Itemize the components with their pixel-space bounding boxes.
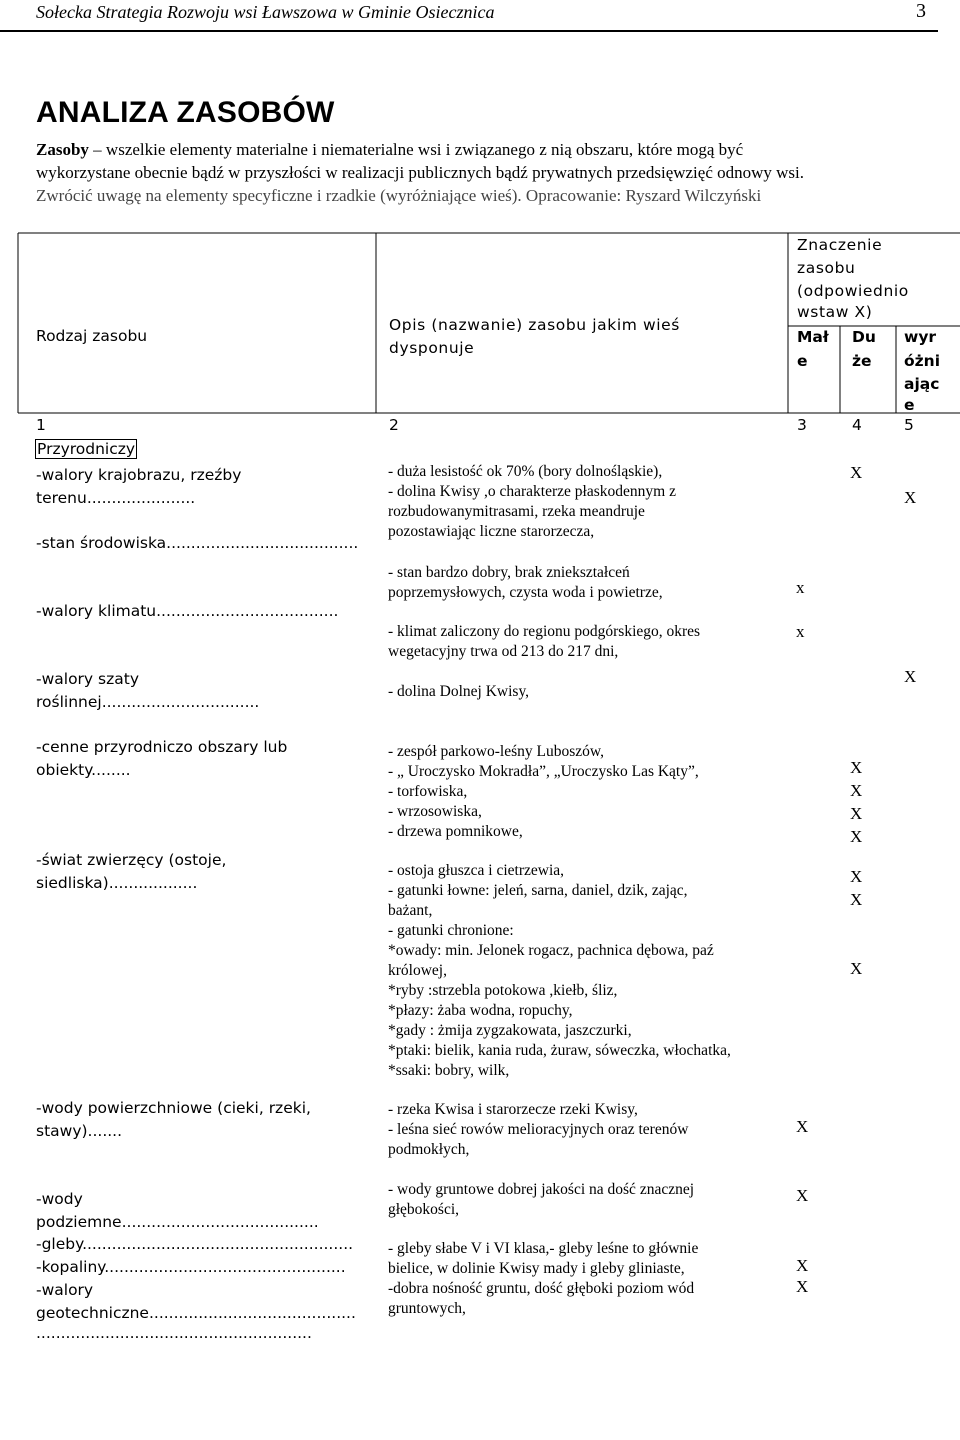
row1-rodzaj	[36, 464, 366, 510]
row9-rodzaj-line5: ........................................................	[36, 1324, 312, 1342]
row8-opis-line1: - wody gruntowe dobrej jakości na dość znacznej	[388, 1181, 695, 1198]
row3-opis	[388, 622, 788, 662]
row4-rodzaj-line2: roślinnej................................	[36, 693, 260, 711]
header-wyr-l4: e	[904, 396, 915, 414]
section-title: ANALIZA ZASOBÓW	[36, 96, 335, 129]
row6-opis-line11: *ssaki: bobry, wilk,	[388, 1062, 510, 1079]
row5-rodzaj-line1: -cenne przyrodniczo obszary lub	[36, 738, 288, 756]
row7-mark-male: X	[796, 1117, 809, 1136]
col-number-2: 2	[389, 416, 399, 434]
row1-opis	[388, 462, 788, 542]
row1-mark-duze: X	[850, 463, 863, 482]
row6-opis-line7: *ryby :strzebla potokowa ,kiełb, śliz,	[388, 982, 618, 999]
intro-line2: wykorzystane obecnie bądź w przyszłości w realizacji publicznych bądź prywatnych przedsięwzięć odnowy wsi.	[36, 163, 805, 182]
row2-rodzaj	[36, 532, 366, 555]
row8-opis-line2: głębokości,	[388, 1201, 460, 1218]
row1-mark-wyr: X	[904, 488, 917, 507]
intro-paragraph	[36, 138, 916, 207]
row9-opis-line2: bielice, w dolinie Kwisy mady i gleby gliniaste,	[388, 1260, 685, 1277]
section-label-przyrodniczy: Przyrodniczy	[37, 440, 136, 458]
row4-rodzaj-line1: -walory szaty	[36, 670, 139, 688]
page-number: 3	[916, 0, 926, 22]
row6-opis-line9: *gady : żmija zygzakowata, jaszczurki,	[388, 1022, 632, 1039]
row9-rodzaj-line4: geotechniczne..........................................	[36, 1304, 356, 1322]
row1-rodzaj-line2: terenu......................	[36, 489, 196, 507]
header-znaczenie-l4: wstaw X)	[797, 303, 873, 321]
row3-rodzaj	[36, 600, 366, 623]
header-duze-l2: że	[852, 352, 872, 370]
row3-rodzaj-line1: -walory klimatu.....................................	[36, 602, 339, 620]
row9-rodzaj-line1: -gleby.......................................................	[36, 1235, 354, 1253]
row6-opis-line2: - gatunki łowne: jeleń, sarna, daniel, dzik, zając,	[388, 882, 688, 899]
row2-opis-line1: - stan bardzo dobry, brak zniekształceń	[388, 564, 630, 581]
row5-opis-line4: - wrzosowiska,	[388, 803, 482, 820]
row6-rodzaj-line1: -świat zwierzęcy (ostoje,	[36, 851, 227, 869]
col-number-4: 4	[852, 416, 862, 434]
header-znaczenie-l3: (odpowiednio	[797, 282, 909, 300]
row4-opis	[388, 682, 788, 702]
row4-rodzaj	[36, 668, 366, 714]
row6-mark-1: X	[850, 867, 863, 886]
row9-opis-line3: -dobra nośność gruntu, dość głęboki poziom wód	[388, 1280, 695, 1297]
row7-opis-line3: podmokłych,	[388, 1141, 470, 1158]
row5-opis-line3: - torfowiska,	[388, 783, 468, 800]
row4-opis-line1: - dolina Dolnej Kwisy,	[388, 683, 530, 700]
row6-mark-2: X	[850, 890, 863, 909]
row9-rodzaj	[36, 1233, 366, 1341]
header-rule	[0, 30, 938, 32]
row8-rodzaj-line1: -wody podziemne........................................	[36, 1190, 319, 1231]
row1-opis-line2: - dolina Kwisy ,o charakterze płaskodennym z	[388, 483, 676, 500]
row7-rodzaj	[36, 1097, 366, 1143]
header-rodzaj-zasobu: Rodzaj zasobu	[36, 327, 148, 345]
row5-marks-duze	[850, 756, 862, 848]
row6-mark-3: X	[850, 959, 863, 978]
row3-mark-male: x	[796, 622, 805, 641]
row7-opis	[388, 1100, 788, 1160]
header-wyr-l3: ając	[904, 375, 940, 393]
row9-opis-line1: - gleby słabe V i VI klasa,- gleby leśne to głównie	[388, 1240, 699, 1257]
intro-line1: – wszelkie elementy materialne i niematerialne wsi i związanego z nią obszaru, które mogą być	[88, 140, 744, 159]
header-wyr-l2: óżni	[904, 352, 941, 370]
row6-opis-line5: *owady: min. Jelonek rogacz, pachnica dębowa, paź	[388, 942, 714, 959]
row6-opis	[388, 861, 788, 1081]
row6-opis-line1: - ostoja głuszca i cietrzewia,	[388, 862, 565, 879]
row5-opis-line2: - „ Uroczysko Mokradła”, „Uroczysko Las Kąty”,	[388, 763, 699, 780]
row2-rodzaj-line1: -stan środowiska.......................................	[36, 534, 359, 552]
row6-opis-line8: *płazy: żaba wodna, ropuchy,	[388, 1002, 573, 1019]
header-title: Sołecka Strategia Rozwoju wsi Ławszowa w Gminie Osiecznica	[36, 2, 495, 22]
row6-rodzaj	[36, 849, 366, 895]
header-opis-line1: Opis (nazwanie) zasobu jakim wieś	[389, 316, 680, 334]
header-znaczenie-l2: zasobu	[797, 259, 856, 277]
col-number-1: 1	[36, 416, 46, 434]
row6-opis-line10: *ptaki: bielik, kania ruda, żuraw, sóweczka, włochatka,	[388, 1042, 731, 1059]
page-header	[36, 0, 926, 28]
row9-mark-2: X	[796, 1277, 809, 1296]
row5-mark-3: X	[850, 804, 863, 823]
row6-opis-line4: - gatunki chronione:	[388, 922, 514, 939]
row8-mark-male: X	[796, 1186, 809, 1205]
row3-opis-line1: - klimat zaliczony do regionu podgórskiego, okres	[388, 623, 701, 640]
row5-rodzaj-line2: obiekty........	[36, 761, 131, 779]
row1-rodzaj-line1: -walory krajobrazu, rzeźby	[36, 466, 242, 484]
header-wyr-l1: wyr	[904, 328, 937, 346]
row3-opis-line2: wegetacyjny trwa od 213 do 217 dni,	[388, 643, 619, 660]
row7-opis-line1: - rzeka Kwisa i starorzecze rzeki Kwisy,	[388, 1101, 638, 1118]
row2-mark-male: x	[796, 578, 805, 597]
row9-opis	[388, 1239, 788, 1319]
header-duze-l1: Du	[852, 328, 876, 346]
row2-opis-line2: poprzemysłowych, czysta woda i powietrze,	[388, 584, 663, 601]
row9-mark-1: X	[796, 1256, 809, 1275]
row5-opis-line5: - drzewa pomnikowe,	[388, 823, 523, 840]
intro-line3a: Zwrócić uwagę na elementy specyficzne i rzadkie (wyróżniające wieś).	[36, 186, 522, 205]
row5-rodzaj	[36, 736, 366, 782]
header-male-l2: e	[797, 352, 808, 370]
row5-mark-2: X	[850, 781, 863, 800]
header-znaczenie-l1: Znaczenie	[797, 236, 883, 254]
row5-mark-1: X	[850, 758, 863, 777]
row7-rodzaj-line2: stawy).......	[36, 1122, 123, 1140]
row5-mark-4: X	[850, 827, 863, 846]
row9-rodzaj-line2: -kopaliny.................................................	[36, 1258, 346, 1276]
header-male-l1: Mał	[797, 328, 829, 346]
row6-rodzaj-line2: siedliska)..................	[36, 874, 198, 892]
row9-opis-line4: gruntowych,	[388, 1300, 466, 1317]
col-number-3: 3	[797, 416, 807, 434]
row5-opis-line1: - zespół parkowo-leśny Luboszów,	[388, 743, 604, 760]
row8-rodzaj	[36, 1188, 366, 1234]
header-opis-line2: dysponuje	[389, 339, 475, 357]
row8-opis	[388, 1180, 788, 1220]
row6-opis-line6: królowej,	[388, 962, 447, 979]
row7-opis-line2: - leśna sieć rowów melioracyjnych oraz terenów	[388, 1121, 689, 1138]
row1-opis-line4: pozostawiając liczne starorzecza,	[388, 523, 595, 540]
intro-line3b: Opracowanie: Ryszard Wilczyński	[521, 186, 762, 205]
row6-opis-line3: bażant,	[388, 902, 433, 919]
row1-opis-line3: rozbudowanymitrasami, rzeka meandruje	[388, 503, 645, 520]
row9-rodzaj-line3: -walory	[36, 1281, 94, 1299]
row4-mark-wyr: X	[904, 667, 917, 686]
row7-rodzaj-line1: -wody powierzchniowe (cieki, rzeki,	[36, 1099, 311, 1117]
col-number-5: 5	[904, 416, 914, 434]
intro-bold-lead: Zasoby	[36, 140, 89, 159]
row5-opis	[388, 742, 788, 842]
row1-opis-line1: - duża lesistość ok 70% (bory dolnośląskie),	[388, 463, 663, 480]
row2-opis	[388, 563, 788, 603]
